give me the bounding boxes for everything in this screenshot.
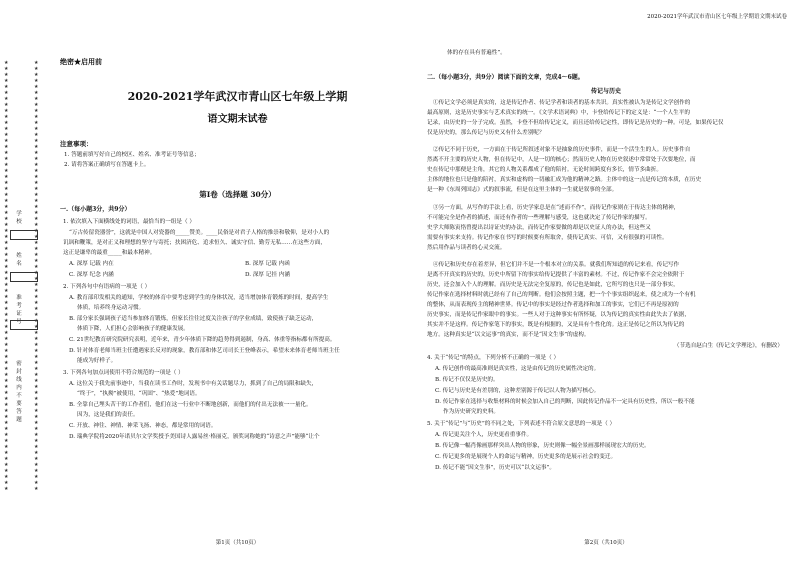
option-b[interactable]: B. 部分家长强调孩子适当参加体育锻炼，但家长往往过度关注孩子的学业成绩，致使孩子缺乏运动， (69, 316, 318, 322)
article-paragraph: 是离不开真实的历史的，历史中所留下的事实给传记提供了丰富的素材。不过，传记作家不会完全依附于 (427, 272, 685, 278)
article-paragraph: ③另一方面，从写作的手法上看，历史学家总是在“述而不作”，而传记作家则在于传达主体的精神， (433, 205, 680, 211)
seal-line-notice: 密 封 线 内 不 要 答 题 (16, 361, 22, 423)
article-source: （节选自赵白生《传记文学理论》，有删改） (673, 343, 783, 349)
continued-text: 体的存在具有普遍性”。 (447, 50, 506, 56)
question-stem: 3. 下列各句加点词使用不符合规范的一项是（ ） (63, 370, 184, 376)
option-a[interactable]: A. 传记更关注个人，历史更看重事件。 (435, 432, 533, 438)
option-b[interactable]: B. 深厚 记载 内函 (245, 261, 290, 267)
star-border-right: ★★★★★★★★★★★★★★★★★★★★★★★★★★★★★★★★★★★★★★★★★★★★★★★★★★★★★★★★★★★★★★★★★★★★★★★★ (34, 60, 39, 492)
article-paragraph: ①传记文学必须是真实的，这是传记作者、传记学者和读者的基本共识。真实性被认为是传记文学创作的 (433, 100, 691, 106)
name-field[interactable] (10, 272, 38, 282)
option-d[interactable]: D. 传记不能“因文生事”，历史可以“以文运事”。 (435, 465, 555, 471)
article-paragraph: 然离不开主要的历史人物，但在传记中，人是一切的核心；然而历史人物在历史叙述中常常处于次要地位，而 (427, 157, 696, 163)
article-paragraph: 需要有事实来支持。传记作家在书写的时候要有所取舍，使传记真实、可信，又有很强的可读性。 (427, 235, 668, 241)
page-footer: 第1页（共10页） (215, 540, 260, 546)
option-d[interactable]: D. 深厚 记挂 内涵 (245, 272, 290, 278)
question-text: “万古传留瓷器誉”，这就是中国人对瓷器的_____赞美。____民俗是对君子人格的推崇和敬仰，是对小人的 (69, 230, 330, 236)
confidential-badge: 绝密★启用前 (60, 57, 102, 66)
article-paragraph: 主体的地位也只是他的陪衬，真实和虚构的一切融汇成为他的精神之路。主体中的这一点是传记的本质，在历史 (427, 177, 702, 183)
article-paragraph: 史学大师陈寅恪曾提出以诗证史的办法，而传记作家要做的却是以史证人的办法，但这些又 (427, 225, 651, 231)
option-a-cont: 体质，培养终身运动习惯。 (77, 305, 145, 311)
page-1 (55, 0, 420, 562)
article-paragraph: 仅是历史的，那么传记与历史又有什么差别呢？ (427, 130, 545, 136)
option-d[interactable]: D. 瑞典学院将2020年诺贝尔文学奖授予美国诗人露易丝·格丽克，颁奖词称她的“诗意之声”能够“让个 (69, 434, 320, 440)
option-d[interactable]: D. 传记作家在选择与收集材料的时候会加入自己的判断，因此传记作品不一定具有历史性，所以一般不能 (435, 399, 695, 405)
part-title: 第Ⅰ卷（选择题 30分） (199, 190, 276, 199)
section-heading: 一.（每小题3分，共9分） (60, 206, 131, 213)
article-title: 传记与历史 (590, 88, 621, 95)
option-b-cont: 因为，这是我们的责任。 (77, 412, 139, 418)
school-label: 学 校 (16, 211, 22, 225)
exam-number-label: 准 考 证 号 (16, 295, 22, 325)
option-b-cont: 体质下降，人们担心会影响孩子的健康发展。 (77, 326, 189, 332)
option-a[interactable]: A. 传记创作的最高准则是真实性，这是由传记的历史属性决定的。 (435, 366, 600, 372)
section-heading: 二.（每小题3分，共9分）阅读下面的文章，完成4～6题。 (427, 74, 584, 81)
option-c[interactable]: C. 开放、神往、神情、神采飞扬、神态，都是常用的词语。 (69, 423, 217, 429)
question-text: 这正是谦卑的最重_____和最本精神。 (63, 250, 156, 256)
article-paragraph: 是一种《东周列国志》式的叙事流，但是在这里主体的一生就是叙事的全部。 (427, 187, 618, 193)
question-stem: 4. 关于“传记”的特点，下列分析不正确的一项是（ ） (427, 355, 560, 361)
article-paragraph: 历史，还会加入个人的理解。而历史是无法完全复原的，传记也是如此，它所写的也只是一部分事实， (427, 282, 679, 288)
option-a[interactable]: A. 这位关于我先前事迹中，当我在读书工作时，发现书中有关话题尽力，抓到了自己的局限和缺失， (69, 381, 318, 387)
option-d-cont: 作为历史研究的史料。 (443, 409, 499, 415)
option-c[interactable]: C. 深厚 纪念 内涵 (69, 272, 114, 278)
article-paragraph: 历史事实，而是传记作家眼中的事实。一些人对于这种事实有所怀疑，以为传记的真实性由此失去了依据， (427, 312, 690, 318)
option-b[interactable]: B. 全靠自己埋头苦干的工作者们，他们在这一行业中不断地创新，而他们的付出无法被一一量化。 (69, 402, 312, 408)
option-d-cont: 能成为好样子。 (77, 358, 117, 364)
exam-subtitle: 语文期末试卷 (207, 114, 268, 125)
notice-item: 1. 答题前填写好自己的校区、姓名、准考证号等信息； (64, 152, 200, 158)
school-field[interactable] (10, 230, 38, 240)
option-d[interactable]: D. 针对体育老师当班主任遭遇家长反对的现象，教育部和体艺司司长王登峰表示，希望未来体育老师当班主任 (69, 348, 340, 354)
article-paragraph: 最高原则，这是历史事实与艺术真实的统一。《文学术语词典》中，卡登给传记下的定义是：“一个人生平的 (427, 110, 690, 116)
question-stem: 1. 依次填入下面横线处的词语，最恰当的一组是（ ） (63, 219, 195, 225)
question-stem: 2. 下列各句中有语病的一项是（ ） (63, 284, 151, 290)
option-b[interactable]: B. 传记不仅仅是历史的。 (435, 377, 499, 383)
article-paragraph: 然后用作品与读者的心灵交流。 (427, 245, 506, 251)
name-label: 姓 名 (16, 253, 22, 267)
article-paragraph: 记录，由历史的一分子完成。虽然，卡登不但给传记定义，而且还给传记定性，即传记是历史的一种。可是，如果传记仅 (427, 120, 724, 126)
article-paragraph: ④传记和历史存在着差异，但它们并不是一个根本对立的关系。就我们所知道的传记来看，传记写作 (433, 262, 680, 268)
option-a[interactable]: A. 教育部印发相关的通知，学校的体育中要考虑到学生的身体状况，适当增加体育锻炼的时间，提高学生 (69, 295, 329, 301)
notice-item: 2. 请将答案正确填写在答题卡上。 (64, 162, 150, 168)
question-stem: 5. 关于“传记”与“历史”的不同之处，下列表述不符合原文意思的一项是（ ） (427, 421, 616, 427)
article-paragraph: ②传记不同于历史，一方面在于传记所叙述对象不是抽象的历史事件，而是一个活生生的人。历史事件自 (433, 147, 691, 153)
article-paragraph: 的整体，从而表现传主的精神世界。传记中的事实是经过作者选择和加工的事实，它们已不再是原初的 (427, 302, 679, 308)
article-paragraph: 传记作家在选择材料时就已经有了自己的判断。他们会按照主题，把一个个事实组织起来，使之成为一个有机 (427, 292, 696, 298)
binding-strip (0, 0, 52, 562)
option-c[interactable]: C. 21世纪教育研究院研究表明，近年来，青少年体质下降的趋势得到遏制，身高、体重等指标都有所提高。 (69, 337, 336, 343)
page-footer: 第2页（共10页） (584, 540, 628, 546)
exam-title: 2020-2021学年武汉市青山区七年级上学期 (127, 90, 348, 103)
notice-title: 注意事项： (60, 140, 93, 148)
option-c[interactable]: C. 传记与历史是有差别的，这种差别源于传记以人物为描写核心。 (435, 388, 600, 394)
page-2 (425, 0, 787, 562)
option-c[interactable]: C. 传记更多的是展现个人的命运与精神，历史更多的是展示社会的变迁。 (435, 454, 617, 460)
option-b[interactable]: B. 传记像一幅肖像画那样突出人物的形象，历史则像一幅全景画那样展现宏大的历史。 (435, 443, 650, 449)
article-paragraph: 不可能完全是作者的描述，而还有作者的一些理解与感受，这也就决定了传记作家的描写。 (427, 215, 651, 221)
article-paragraph: 史在传记中那便是主角，其它的人物关系都成了他的陪衬。无论时间跨度有多长，情节多曲折。 (427, 167, 662, 173)
running-header: 2020-2021学年武汉市青山区七年级上学期语文期末试卷 (647, 14, 787, 20)
article-paragraph: 地方。这种真实是“以文运事”的真实，而不是“因文生事”的虚构。 (427, 332, 590, 338)
option-a-cont: “终于”，“执拗”被使用，“巩固”、“热爱”地词语。 (77, 391, 201, 397)
exam-number-field[interactable] (10, 320, 38, 330)
option-a[interactable]: A. 深厚 记载 内在 (69, 261, 114, 267)
question-text: 讥讽和鞭策，是对正义和理想的坚守与寄托；扶困济危、追求恒久、诚实守信、勤劳无私……在这些方面， (63, 240, 326, 246)
star-border-left: ★★★★★★★★★★★★★★★★★★★★★★★★★★★★★★★★★★★★★★★★★★★★★★★★★★★★★★★★★★★★★★★★★★★★★★★★ (4, 60, 9, 492)
article-paragraph: 其实并不是这样。传记作家笔下的事实，既是有根据的，又是具有个性化的。这正是传记之所以为传记的 (427, 322, 685, 328)
